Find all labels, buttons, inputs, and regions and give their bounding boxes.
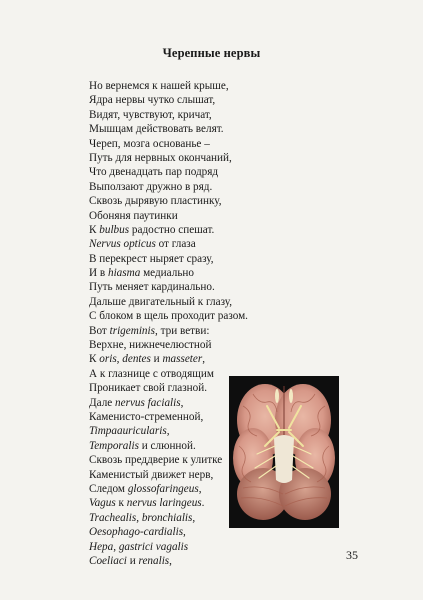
line-text: Но вернемся к нашей крыше,	[89, 80, 229, 92]
line-text: и	[126, 554, 139, 567]
latin-term: hiasma	[107, 267, 141, 280]
poem-line	[89, 309, 339, 323]
poem-line	[89, 295, 339, 309]
line-text: Верхне, нижнечелюстной	[89, 339, 212, 352]
line-text: Дальше двигательный к глазу,	[89, 295, 233, 308]
page-title: Черепные нервы	[162, 46, 261, 60]
latin-term: masseter	[162, 353, 203, 366]
line-text: , три ветви:	[154, 324, 210, 337]
latin-term: Hepa, gastrici vagalis	[89, 540, 189, 553]
brain-icon	[229, 376, 339, 528]
line-text: Обоняня паутинки	[89, 209, 178, 222]
poem-line	[89, 324, 339, 338]
line-text: Следом	[89, 482, 128, 495]
latin-term: bulbus	[99, 223, 130, 236]
line-text: В перекрест ныряет сразу,	[89, 252, 214, 265]
line-text: К	[89, 223, 100, 236]
line-text: Проникает свой глазной.	[89, 382, 208, 395]
line-text: и слюнной.	[138, 439, 196, 452]
latin-term: Coeliaci	[89, 554, 127, 567]
line-text: к	[115, 497, 127, 510]
latin-term: Vagus	[89, 497, 116, 510]
latin-term: nervus facialis	[115, 396, 181, 409]
line-text: ,	[202, 353, 206, 366]
line-text: К	[89, 353, 100, 366]
poem-line	[89, 280, 339, 294]
poem-line	[89, 137, 339, 151]
poem-line	[89, 540, 339, 554]
line-text: Путь для нервных окончаний,	[89, 151, 232, 164]
line-text: А к глазнице с отводящим	[89, 367, 214, 380]
line-text: и	[150, 353, 163, 366]
line-text: Каменистый движет нерв,	[89, 468, 214, 481]
line-text: Вот	[89, 324, 110, 337]
latin-term: nervus laringeus	[126, 497, 202, 510]
line-text: Что двенадцать пар подряд	[89, 166, 219, 179]
line-text: Сквозь преддверие к улитке	[89, 454, 223, 467]
line-text: Мышцам действовать велят.	[89, 123, 224, 136]
poem-line	[89, 79, 339, 93]
poem-line	[89, 223, 339, 237]
latin-term: trigeminis	[109, 324, 155, 337]
line-text: Дале	[89, 396, 116, 409]
poem-line	[89, 237, 339, 251]
latin-term: glossofaringeus	[127, 482, 199, 495]
line-text: ,	[180, 396, 184, 409]
poem-line	[89, 165, 339, 179]
line-text: ,	[169, 554, 172, 567]
line-text: медиально	[140, 267, 195, 280]
poem-line	[89, 194, 339, 208]
latin-term: Nervus opticus	[89, 238, 156, 251]
line-text: С блоком в щель проходит разом.	[89, 310, 248, 323]
line-text: Сквозь дырявую пластинку,	[89, 195, 222, 208]
line-text: Каменисто-стременной,	[89, 410, 204, 423]
line-text: Ядра нервы чутко слышат,	[89, 94, 216, 107]
line-text: Путь меняет кардинально.	[89, 281, 215, 294]
brain-base-image	[229, 376, 339, 528]
poem-line	[89, 93, 339, 107]
poem-line	[89, 338, 339, 352]
line-text: Выползают дружно в ряд.	[89, 180, 213, 193]
poem-line	[89, 180, 339, 194]
latin-term: oris, dentes	[99, 353, 151, 366]
line-text: радостно спешат.	[129, 223, 215, 236]
line-text: Видят, чувствуют, кричат,	[89, 108, 212, 121]
latin-term: Timpaauricularis,	[89, 425, 170, 438]
latin-term: Temporalis	[89, 439, 139, 452]
poem-line	[89, 352, 339, 366]
poem-line	[89, 151, 339, 165]
poem-line	[89, 122, 339, 136]
latin-term: renalis	[138, 554, 170, 567]
latin-term: Trachealis, bronchialis,	[89, 511, 196, 524]
line-text: Череп, мозга основанье –	[89, 137, 210, 150]
latin-term: Oesophago-cardialis,	[89, 526, 186, 539]
poem-line	[89, 209, 339, 223]
line-text: от глаза	[155, 238, 196, 251]
poem-line	[89, 266, 339, 280]
line-text: ,	[198, 482, 202, 495]
poem-line	[89, 554, 339, 568]
line-text: .	[201, 497, 205, 510]
poem-line	[89, 108, 339, 122]
poem-line	[89, 252, 339, 266]
page-number: 35	[346, 548, 358, 562]
line-text: И в	[89, 267, 108, 280]
